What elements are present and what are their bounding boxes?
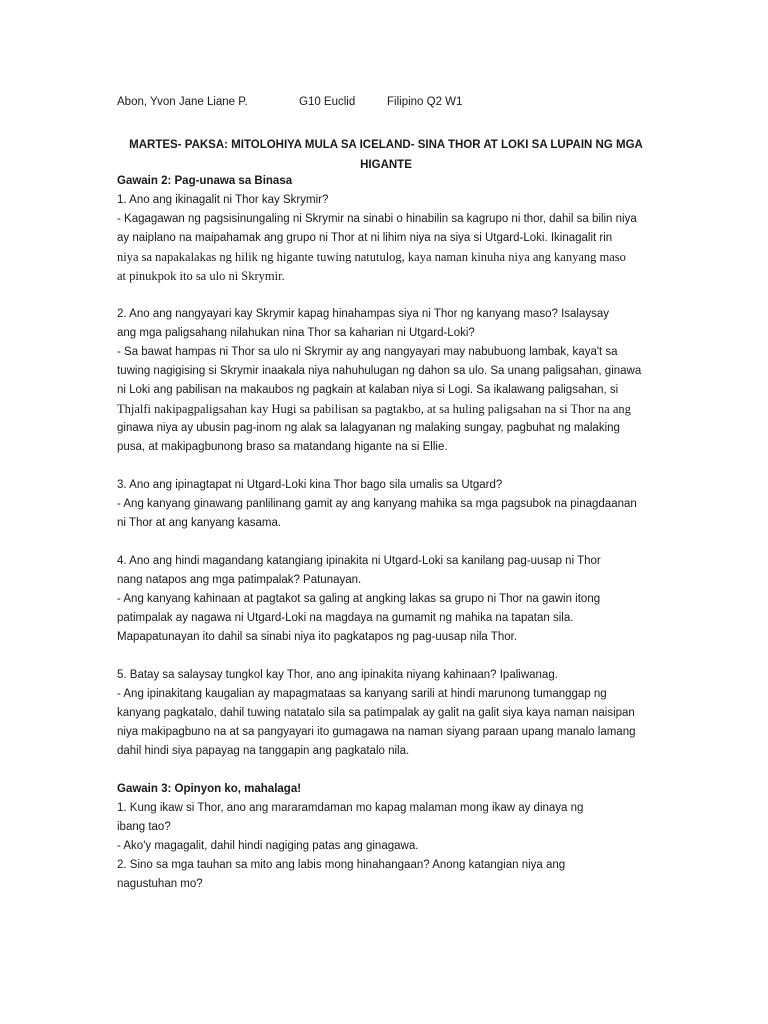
- gawain-2-question-5: [117, 666, 662, 761]
- answer-text: - Ang kanyang kahinaan at pagtakot sa galing at angking lakas sa grupo ni Thor na gawin itong: [117, 593, 601, 605]
- answer-text: Thjalfi nakipagpaligsahan kay Hugi sa pabilisan sa pagtakbo, at sa huling paligsahan na si Thor na ang: [117, 402, 631, 416]
- gawain-3-heading: Gawain 3: Opinyon ko, mahalaga!: [117, 783, 302, 795]
- student-section: G10 Euclid: [299, 96, 356, 108]
- answer-text: ay naiplano na maipahamak ang grupo ni Thor at ni lihim niya na siya si Utgard-Loki. Ikinagalit rin: [117, 232, 613, 244]
- gawain-3-question-1: [117, 799, 662, 856]
- question-text: nang natapos ang mga patimpalak? Patunayan.: [117, 574, 362, 586]
- answer-text: niya sa napakalakas ng hilik ng higante tuwing natutulog, kaya naman kinuha niya ang kanyang maso: [117, 250, 626, 264]
- answer-text: dahil hindi siya papayag na tanggapin ang pagkatalo nila.: [117, 745, 410, 757]
- subject-label: Filipino Q2 W1: [387, 96, 463, 108]
- title-line-2: HIGANTE: [360, 159, 412, 171]
- answer-text: - Ako'y magagalit, dahil hindi nagiging patas ang ginagawa.: [117, 840, 419, 852]
- gawain-2-question-2: [117, 305, 662, 457]
- question-text: 4. Ano ang hindi magandang katangiang ipinakita ni Utgard-Loki sa kanilang pag-uusap ni Thor: [117, 555, 601, 567]
- answer-text: ni Thor at ang kanyang kasama.: [117, 517, 282, 529]
- question-text: 5. Batay sa salaysay tungkol kay Thor, ano ang ipinakita niyang kahinaan? Ipaliwanag.: [117, 669, 558, 681]
- spacer: [117, 761, 662, 780]
- answer-text: - Ang kanyang ginawang panlilinang gamit ay ang kanyang mahika sa mga pagsubok na pinagdaanan: [117, 498, 637, 510]
- answer-text: ginawa niya ay ubusin pag-inom ng alak sa lalagyanan ng malaking sungay, pagbuhat ng malaking: [117, 422, 620, 434]
- gawain-2-question-1: [117, 191, 662, 286]
- question-text: 2. Sino sa mga tauhan sa mito ang labis mong hinahangaan? Anong katangian niya ang: [117, 859, 566, 871]
- document-body: [117, 172, 662, 894]
- answer-text: - Ang ipinakitang kaugalian ay mapagmataas sa kanyang sarili at hindi marunong tumanggap ng: [117, 688, 607, 700]
- answer-text: at pinukpok ito sa ulo ni Skrymir.: [117, 269, 285, 283]
- spacer: [117, 457, 662, 476]
- gawain-3-question-2: [117, 856, 662, 894]
- spacer: [117, 533, 662, 552]
- document-header: [117, 96, 637, 114]
- document-title: [112, 135, 660, 175]
- spacer: [117, 647, 662, 666]
- answer-text: tuwing nagigising si Skrymir inaakala niya nahuhulugan ng dahon sa ulo. Sa unang paligsahan, ginawa: [117, 365, 642, 377]
- question-text: nagustuhan mo?: [117, 878, 203, 890]
- question-text: 3. Ano ang ipinagtapat ni Utgard-Loki kina Thor bago sila umalis sa Utgard?: [117, 479, 503, 491]
- question-text: 1. Ano ang ikinagalit ni Thor kay Skrymir?: [117, 194, 329, 206]
- spacer: [117, 286, 662, 305]
- gawain-2-heading: Gawain 2: Pag-unawa sa Binasa: [117, 175, 293, 187]
- answer-text: niya makipagbuno na at sa pangyayari ito gumagawa na naman siyang paraan upang manalo lamang: [117, 726, 636, 738]
- answer-text: ni Loki ang pabilisan na makaubos ng pagkain at kalaban niya si Logi. Sa ikalawang paligsahan, si: [117, 384, 619, 396]
- gawain-2-question-4: [117, 552, 662, 647]
- answer-text: Mapapatunayan ito dahil sa sinabi niya ito pagkatapos ng pag-uusap nila Thor.: [117, 631, 518, 643]
- answer-text: pusa, at makipagbunong braso sa matandang higante na si Ellie.: [117, 441, 448, 453]
- answer-text: - Sa bawat hampas ni Thor sa ulo ni Skrymir ay ang nangyayari may nabubuong lambak, kaya't sa: [117, 346, 618, 358]
- answer-text: patimpalak ay nagawa ni Utgard-Loki na magdaya na gumamit ng mahika na tapatan sila.: [117, 612, 574, 624]
- question-text: 1. Kung ikaw si Thor, ano ang mararamdaman mo kapag malaman mong ikaw ay dinaya ng: [117, 802, 584, 814]
- gawain-2-question-3: [117, 476, 662, 533]
- question-text: ibang tao?: [117, 821, 171, 833]
- question-text: 2. Ano ang nangyayari kay Skrymir kapag hinahampas siya ni Thor ng kanyang maso? Isalaysay: [117, 308, 610, 320]
- answer-text: kanyang pagkatalo, dahil tuwing natatalo sila sa patimpalak ay galit na galit siya kaya naman naisipan: [117, 707, 635, 719]
- question-text: ang mga paligsahang nilahukan nina Thor sa kaharian ni Utgard-Loki?: [117, 327, 475, 339]
- answer-text: - Kagagawan ng pagsisinungaling ni Skrymir na sinabi o hinabilin sa kagrupo ni thor, dahil sa bilin niya: [117, 213, 637, 225]
- student-name: Abon, Yvon Jane Liane P.: [117, 96, 248, 108]
- title-line-1: MARTES- PAKSA: MITOLOHIYA MULA SA ICELAND- SINA THOR AT LOKI SA LUPAIN NG MGA: [129, 139, 643, 151]
